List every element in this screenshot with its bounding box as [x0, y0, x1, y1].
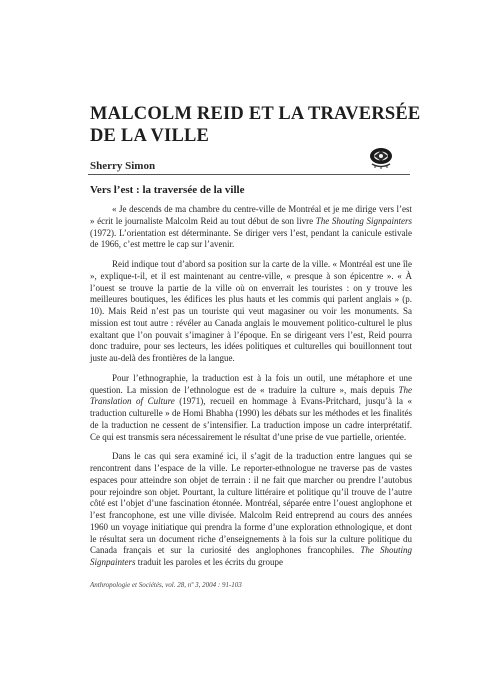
header-divider — [88, 174, 410, 175]
paragraph-2: Reid indique tout d’abord sa position sur la carte de la ville. « Montréal est une île », explique-t-il, et il est maintenant au centre-ville, « presque à son épicentre ». « À l’ouest se trouve la partie de la ville où on enverrait les touristes : on y trouve les meilleures boutiques, les édifices les plus hauts et les commis qui parlent anglais » (p. 10). Mais Reid n’est pas un touriste qui veut magasiner ou voir les monuments. Sa mission est tout autre : révéler au Canada anglais le mouvement politico-culturel le plus exaltant que l’on pouvait s’imaginer à l’époque. En se dirigeant vers l’est, Reid pourra donc traduire, pour ses lecteurs, les idées politiques et culturelles qui bouillonnent tout juste au-delà des frontières de la langue. — [90, 259, 412, 363]
article-title-line1: MALCOLM REID ET LA TRAVERSÉE — [90, 104, 421, 124]
journal-emblem-icon — [366, 146, 396, 170]
paragraph-4: Dans le cas qui sera examiné ici, il s’agit de la traduction entre langues qui se rencontrent dans l’espace de la ville. Le reporter-ethnologue ne traverse pas de vastes espaces pour atteindre son objet de terrain : il ne fait que marcher ou prendre l’autobus pour rejoindre son objet. Pourtant, la culture littéraire et politique qu’il trouve de l’autre côté est l’objet d’une fascination étonnée. Montréal, séparée entre l’ouest anglophone et l’est francophone, est une ville divisée. Malcolm Reid entreprend au cours des années 1960 un voyage initiatique qui prendra la forme d’une exploration ethnologique, et dont le résultat sera un document riche d’enseignements à la fois sur la culture politique du Canada français et sur la curiosité des anglophones francophiles. The Shouting Signpainters traduit les paroles et les écrits du groupe — [90, 451, 412, 567]
article-title — [90, 103, 420, 147]
section-heading: Vers l’est : la traversée de la ville — [90, 184, 245, 196]
article-title-line2: DE LA VILLE — [90, 126, 210, 146]
journal-citation: Anthropologie et Sociétés, vol. 28, nº 3, 2004 : 91-103 — [90, 581, 242, 589]
author-name: Sherry Simon — [90, 160, 156, 172]
paragraph-1: « Je descends de ma chambre du centre-ville de Montréal et je me dirige vers l’est » écrit le journaliste Malcolm Reid au tout début de son livre The Shouting Signpainters (1972). L’orientation est déterminante. Se diriger vers l’est, pendant la canicule estivale de 1966, c’est mettre le cap sur l’avenir. — [90, 204, 412, 250]
article-body — [90, 204, 412, 569]
paragraph-3: Pour l’ethnographie, la traduction est à la fois un outil, une métaphore et une question. La mission de l’ethnologue est de « traduire la culture », mais depuis The Translation of Culture (1971), recueil en hommage à Evans-Pritchard, jusqu’à la « traduction culturelle » de Homi Bhabha (1990) les débats sur les méthodes et les finalités de la traduction ne cessent de s’intensifier. La traduction impose un cadre interprétatif. Ce qui est transmis sera nécessairement le résultat d’une prise de vue partielle, orientée. — [90, 372, 412, 442]
